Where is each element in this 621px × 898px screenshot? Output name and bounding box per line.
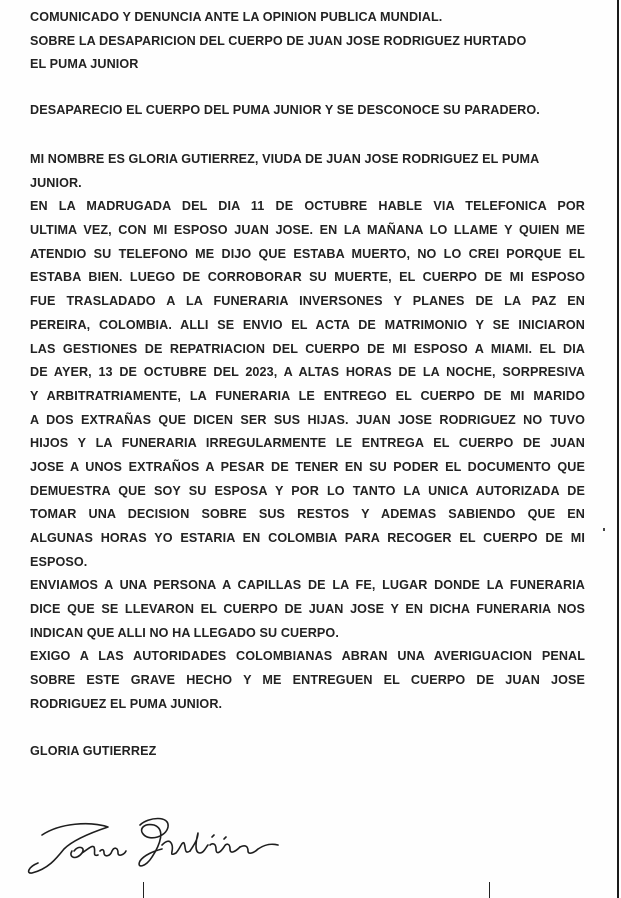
scan-speck xyxy=(603,528,605,531)
scan-edge-mark xyxy=(489,882,490,898)
body-line: FUE TRASLADADO A LA FUNERARIA INVERSONES Y PLANES DE LA PAZ EN xyxy=(30,294,585,309)
body-line: MI NOMBRE ES GLORIA GUTIERREZ, VIUDA DE JUAN JOSE RODRIGUEZ EL PUMA xyxy=(30,152,540,166)
handwritten-signature xyxy=(20,805,290,885)
header-subject-line: SOBRE LA DESAPARICION DEL CUERPO DE JUAN JOSE RODRIGUEZ HURTADO xyxy=(30,33,527,48)
body-line: JUNIOR. xyxy=(30,175,82,190)
body-line: INDICAN QUE ALLI NO HA LLEGADO SU CUERPO. xyxy=(30,625,339,640)
header-title-line: COMUNICADO Y DENUNCIA ANTE LA OPINION PUBLICA MUNDIAL. xyxy=(30,10,443,24)
body-line: Y ARBITRATRIAMENTE, LA FUNERARIA LE ENTREGO EL CUERPO DE MI MARIDO xyxy=(30,388,585,403)
body-line: TOMAR UNA DECISION SOBRE SUS RESTOS Y ADEMAS SABIENDO QUE EN xyxy=(30,507,585,522)
body-line: JOSE A UNOS EXTRAÑOS A PESAR DE TENER EN SU PODER EL DOCUMENTO QUE xyxy=(30,459,585,474)
signer-name: GLORIA GUTIERREZ xyxy=(30,744,157,758)
body-line: DEMUESTRA QUE SOY SU ESPOSA Y POR LO TANTO LA UNICA AUTORIZADA DE xyxy=(30,483,585,498)
body-line: ENVIAMOS A UNA PERSONA A CAPILLAS DE LA FE, LUGAR DONDE LA FUNERARIA xyxy=(30,578,585,593)
body-line: PEREIRA, COLOMBIA. ALLI SE ENVIO EL ACTA DE MATRIMONIO Y SE INICIARON xyxy=(30,317,585,332)
body-line: DE AYER, 13 DE OCTUBRE DEL 2023, A ALTAS HORAS DE LA NOCHE, SORPRESIVA xyxy=(30,365,585,380)
body-line: RODRIGUEZ EL PUMA JUNIOR. xyxy=(30,696,223,711)
body-line: DICE QUE SE LLEVARON EL CUERPO DE JUAN JOSE Y EN DICHA FUNERARIA NOS xyxy=(30,602,585,617)
body-line: ATENDIO SU TELEFONO ME DIJO QUE ESTABA MUERTO, NO LO CREI PORQUE EL xyxy=(30,246,585,261)
body-line: EXIGO A LAS AUTORIDADES COLOMBIANAS ABRAN UNA AVERIGUACION PENAL xyxy=(30,649,585,664)
header-block xyxy=(30,6,585,77)
signer-name-block xyxy=(30,740,585,764)
body-paragraphs xyxy=(30,148,585,717)
body-line: A DOS EXTRAÑAS QUE DICEN SER SUS HIJAS. JUAN JOSE RODRIGUEZ NO TUVO xyxy=(30,412,585,427)
header-subject-line-2: EL PUMA JUNIOR xyxy=(30,57,139,72)
body-line: EN LA MADRUGADA DEL DIA 11 DE OCTUBRE HABLE VIA TELEFONICA POR xyxy=(30,199,585,214)
scan-edge-mark xyxy=(143,882,144,898)
body-line: ESTABA BIEN. LUEGO DE CORROBORAR SU MUERTE, EL CUERPO DE MI ESPOSO xyxy=(30,270,585,285)
page-edge-border xyxy=(617,0,619,898)
body-line: SOBRE ESTE GRAVE HECHO Y ME ENTREGUEN EL CUERPO DE JUAN JOSE xyxy=(30,673,585,688)
headline-text: DESAPARECIO EL CUERPO DEL PUMA JUNIOR Y SE DESCONOCE SU PARADERO. xyxy=(30,103,540,117)
body-line: ESPOSO. xyxy=(30,554,88,569)
body-line: LAS GESTIONES DE REPATRIACION DEL CUERPO DE MI ESPOSO A MIAMI. EL DIA xyxy=(30,341,585,356)
body-line: HIJOS Y LA FUNERARIA IRREGULARMENTE LE ENTREGA EL CUERPO DE JUAN xyxy=(30,436,585,451)
body-line: ALGUNAS HORAS YO ESTARIA EN COLOMBIA PARA RECOGER EL CUERPO DE MI xyxy=(30,531,585,545)
headline-paragraph xyxy=(30,99,585,123)
body-line: ULTIMA VEZ, CON MI ESPOSO JUAN JOSE. EN LA MAÑANA LO LLAME Y QUIEN ME xyxy=(30,223,585,238)
